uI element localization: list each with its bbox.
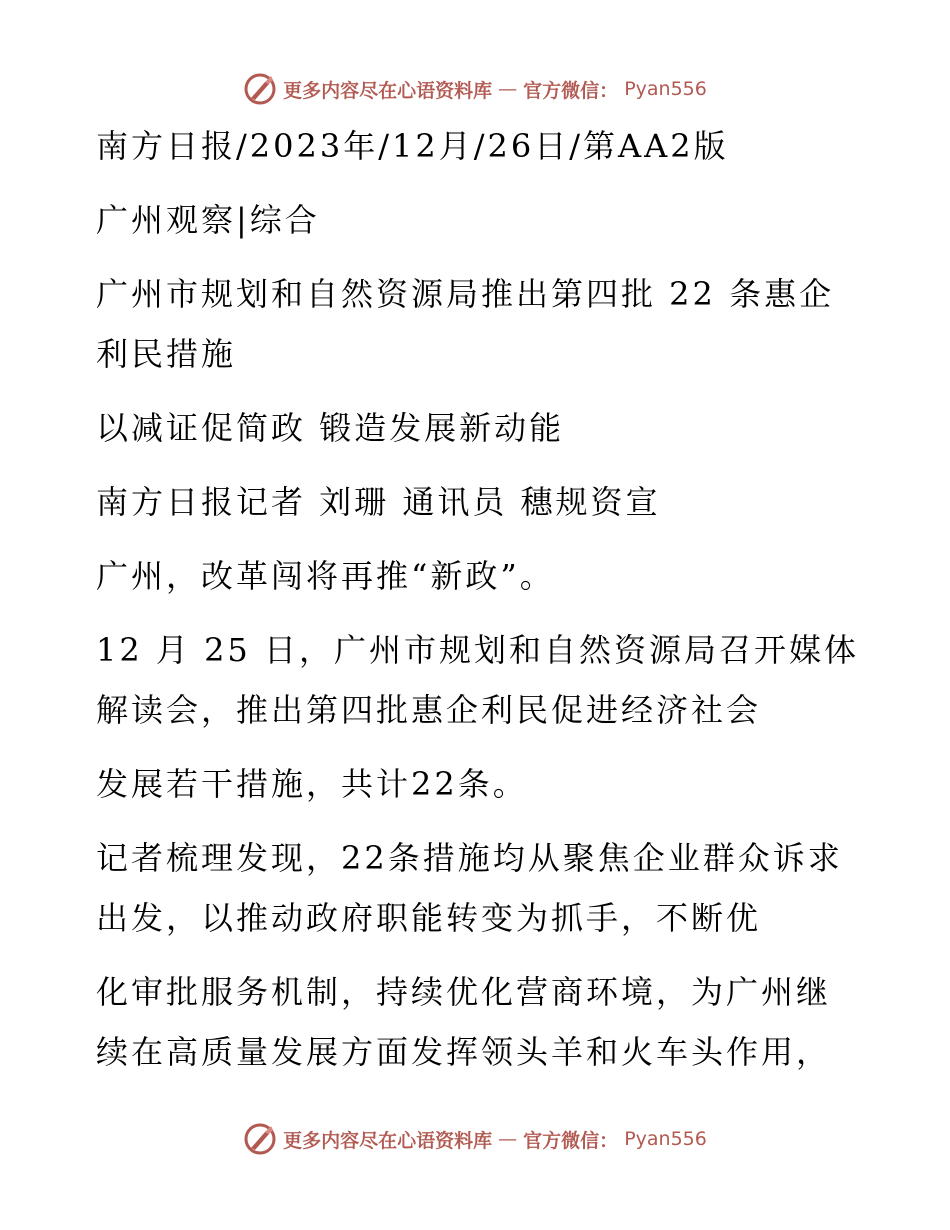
quill-logo-icon: [243, 72, 277, 106]
watermark-contact-label: 官方微信：: [523, 1129, 619, 1152]
doc-line-section: 广州观察|综合: [96, 201, 320, 239]
doc-line-headline-1: 广州市规划和自然资源局推出第四批 22 条惠企: [96, 275, 835, 313]
watermark-header: [0, 72, 950, 106]
doc-line-paragraph: 广州，改革闯将再推“新政”。: [96, 557, 555, 595]
quill-logo-icon: [243, 1122, 277, 1156]
doc-line-paragraph: 出发，以推动政府职能转变为抓手，不断优: [96, 899, 762, 937]
watermark-contact-id: Pyan556: [624, 78, 707, 100]
watermark-text: 更多内容尽在心语资料库: [283, 1129, 493, 1152]
doc-line-subtitle: 以减证促简政 锻造发展新动能: [96, 409, 565, 447]
watermark-contact-id: Pyan556: [624, 1128, 707, 1150]
doc-line-source: 南方日报/2023年/12月/26日/第AA2版: [96, 127, 729, 165]
doc-line-headline-2: 利民措施: [96, 335, 237, 373]
watermark-separator: —: [498, 78, 518, 100]
doc-line-paragraph: 解读会，推出第四批惠企利民促进经济社会: [96, 691, 762, 729]
doc-line-paragraph: 发展若干措施，共计22条。: [96, 765, 528, 803]
doc-line-byline: 南方日报记者 刘珊 通讯员 穗规资宣: [96, 483, 661, 521]
doc-line-paragraph: 记者梳理发现，22条措施均从聚焦企业群众诉求: [96, 839, 843, 877]
watermark-separator: —: [498, 1128, 518, 1150]
doc-line-paragraph: 化审批服务机制，持续优化营商环境，为广州继: [96, 973, 832, 1011]
watermark-footer: [0, 1122, 950, 1156]
watermark-contact-label: 官方微信：: [523, 79, 619, 102]
watermark-text: 更多内容尽在心语资料库: [283, 79, 493, 102]
doc-line-paragraph: 续在高质量发展方面发挥领头羊和火车头作用，: [96, 1033, 832, 1071]
doc-line-paragraph: 12 月 25 日，广州市规划和自然资源局召开媒体: [96, 631, 859, 669]
